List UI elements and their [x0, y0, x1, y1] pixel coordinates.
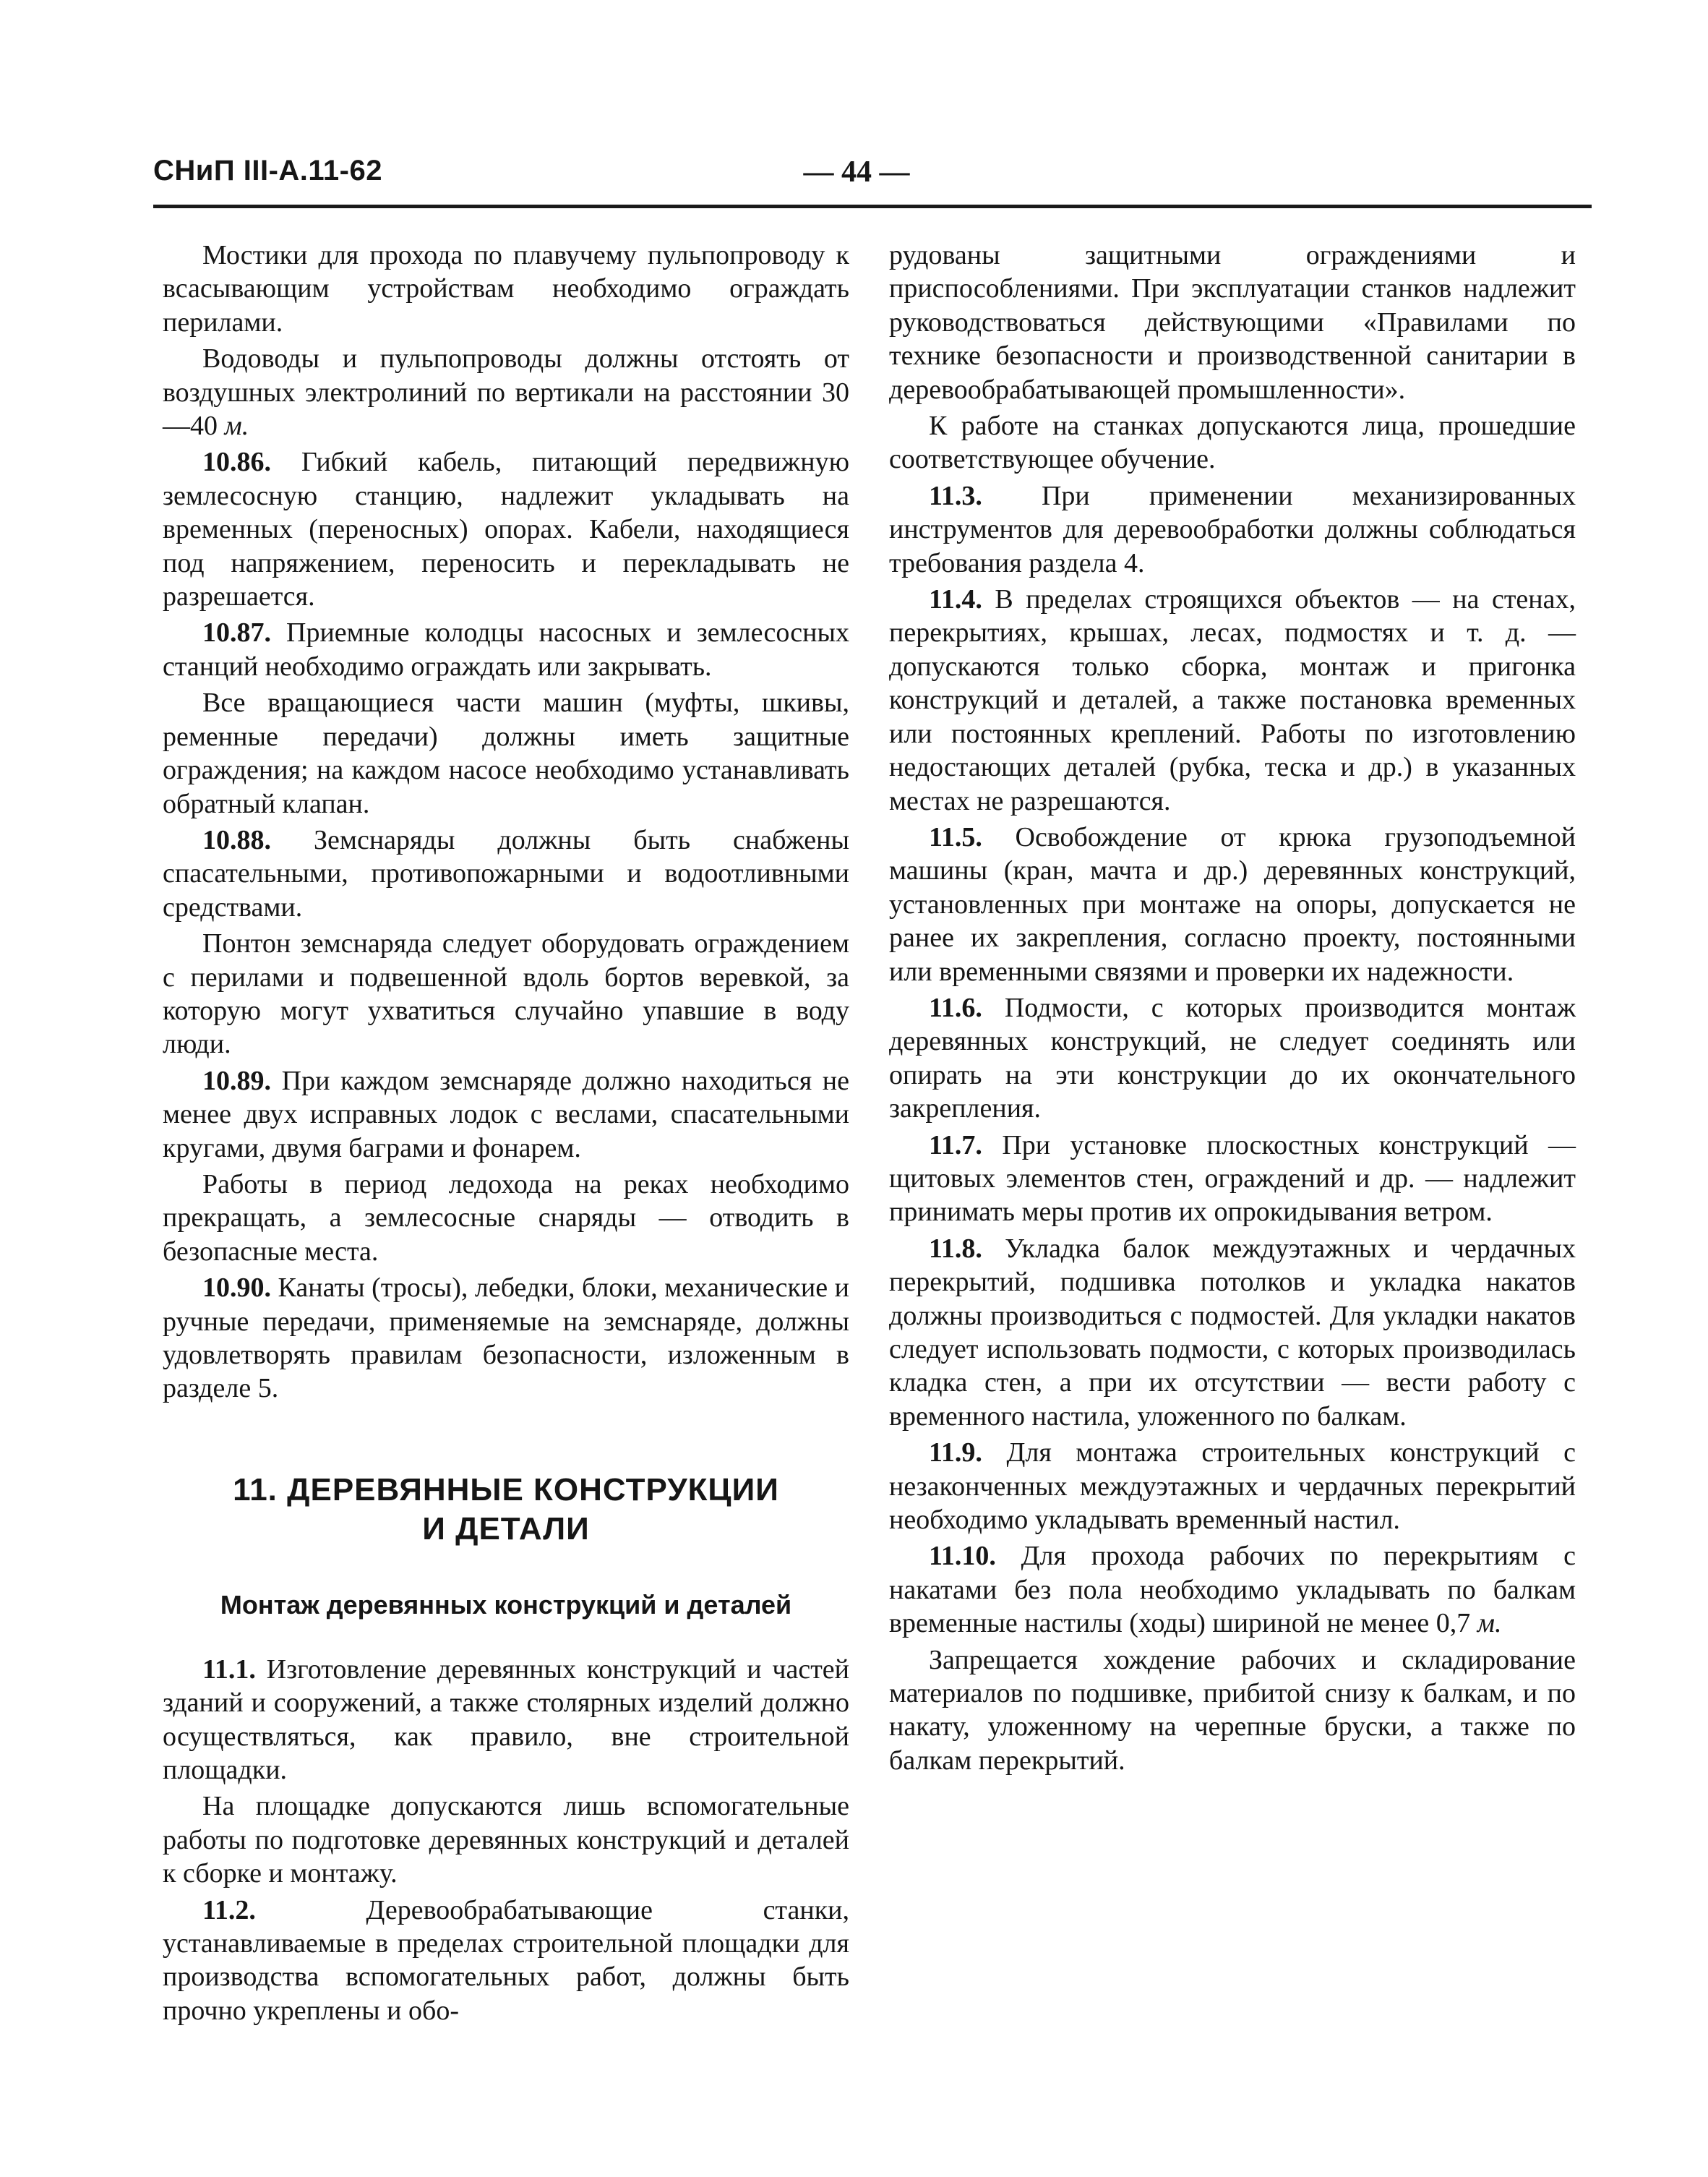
clause-number: 10.88.	[202, 824, 271, 855]
clause-number: 11.1.	[202, 1654, 256, 1685]
paragraph-text: Деревообрабатывающие станки, устанавливаемые в пределах строительной площадки для производства вспомогательных работ, должны быть прочно укреплены и обо-	[163, 1894, 850, 2026]
clause-number: 11.6.	[929, 992, 982, 1023]
paragraph-continuation	[889, 239, 1576, 406]
clause-11-8	[889, 1232, 1576, 1433]
paragraph-text: Для монтажа строительных конструкций с незаконченных междуэтажных и чердачных перекрытий необходимо укладывать временный настил.	[889, 1437, 1576, 1536]
paragraph-text: К работе на станках допускаются лица, прошедшие соответствующее обучение.	[889, 411, 1576, 475]
clause-number: 10.90.	[202, 1273, 271, 1304]
clause-number: 11.9.	[929, 1437, 982, 1468]
paragraph-text: Канаты (тросы), лебедки, блоки, механические и ручные передачи, применяемые на земснаряде, должны удовлетворять правилам безопасности, изложенным в разделе 5.	[163, 1273, 849, 1404]
clause-number: 10.87.	[202, 617, 271, 649]
paragraph-text: Мостики для прохода по плавучему пульпопроводу к всасывающим устройствам необходимо ограждать перилами.	[163, 240, 849, 338]
clause-11-3	[889, 479, 1576, 580]
clause-number: 11.5.	[929, 821, 982, 852]
paragraph-text: При установке плоскостных конструкций — щитовых элементов стен, ограждений и др. — надлежит принимать меры против их опрокидывания ветром.	[889, 1129, 1576, 1228]
paragraph	[889, 1643, 1576, 1778]
right-column	[889, 239, 1576, 1777]
clause-10-89	[163, 1064, 849, 1165]
clause-10-88	[163, 824, 849, 924]
paragraph-text: Освобождение от крюка грузоподъемной машины (кран, мачта и др.) деревянных конструкций, установленных при монтаже на опоры, допускается не ранее их закрепления, согласно проекту, постоянными или временными связями и проверки их надежности.	[889, 821, 1576, 987]
clause-number: 11.2.	[202, 1894, 256, 1925]
clause-11-6	[889, 991, 1576, 1126]
paragraph-text: Земснаряды должны быть снабжены спасательными, противопожарными и водоотливными средствами.	[163, 824, 850, 923]
clause-number: 11.8.	[929, 1233, 982, 1264]
paragraph	[163, 686, 849, 821]
clause-10-86	[163, 445, 849, 613]
clause-11-7	[889, 1129, 1576, 1229]
unit-label: м.	[1477, 1608, 1502, 1639]
clause-11-9	[889, 1436, 1576, 1536]
page-number: — 44 —	[803, 155, 910, 189]
subsection-heading: Монтаж деревянных конструкций и деталей	[220, 1589, 792, 1620]
section-heading	[163, 1471, 849, 1549]
page-header	[0, 0, 1708, 217]
paragraph-text: Понтон земснаряда следует оборудовать ограждением с перилами и подвешенной вдоль бортов веревкой, за которую могут ухватиться случайно упавшие в воду люди.	[163, 928, 849, 1060]
clause-11-10	[889, 1539, 1576, 1640]
left-column	[163, 239, 849, 2027]
clause-11-4	[889, 583, 1576, 818]
paragraph-text: При каждом земснаряде должно находиться не менее двух исправных лодок с веслами, спасательными кругами, двумя баграми и фонарем.	[163, 1065, 849, 1163]
paragraph-text: При применении механизированных инструментов для деревообработки должны соблюдаться требования раздела 4.	[889, 480, 1576, 578]
paragraph-text: Водоводы и пульпопроводы должны отстоять от воздушных электролиний по вертикали на расстоянии 30—40	[163, 343, 849, 442]
paragraph	[889, 409, 1576, 476]
paragraph-text: Изготовление деревянных конструкций и частей зданий и сооружений, а также столярных изделий должно осуществляться, как правило, вне строительной площадки.	[163, 1654, 849, 1786]
paragraph-text: Запрещается хождение рабочих и складирование материалов по подшивке, прибитой снизу к балкам, и по накату, уложенному на черепные бруски, а также по балкам перекрытий.	[889, 1644, 1576, 1776]
paragraph	[163, 1789, 849, 1890]
clause-number: 11.3.	[929, 480, 982, 511]
paragraph-text: Для прохода рабочих по перекрытиям с накатами без пола необходимо укладывать по балкам временные настилы (ходы) шириной не менее 0,7	[889, 1541, 1576, 1639]
paragraph	[163, 1168, 849, 1268]
header-rule	[153, 205, 1592, 208]
clause-number: 10.86.	[202, 447, 271, 478]
paragraph-text: На площадке допускаются лишь вспомогательные работы по подготовке деревянных конструкций и деталей к сборке и монтажу.	[163, 1791, 849, 1889]
section-heading-line: И ДЕТАЛИ	[422, 1510, 590, 1547]
paragraph	[163, 342, 849, 442]
paragraph-text: Все вращающиеся части машин (муфты, шкивы, ременные передачи) должны иметь защитные ограждения; на каждом насосе необходимо устанавливать обратный клапан.	[163, 688, 849, 819]
paragraph-text: рудованы защитными ограждениями и приспособлениями. При эксплуатации станков надлежит руководствоваться действующими «Правилами по технике безопасности и производственной санитарии в деревообрабатывающей промышленности».	[889, 240, 1576, 405]
clause-11-5	[889, 821, 1576, 988]
clause-number: 10.89.	[202, 1065, 271, 1096]
paragraph-text: Подмости, с которых производится монтаж деревянных конструкций, не следует соединять или опирать на эти конструкции до их окончательного закрепления.	[889, 992, 1576, 1124]
paragraph-text: Приемные колодцы насосных и землесосных станций необходимо ограждать или закрывать.	[163, 617, 849, 682]
clause-number: 11.7.	[929, 1129, 982, 1160]
clause-number: 11.4.	[929, 584, 982, 615]
document-code: СНиП III-А.11-62	[153, 155, 382, 187]
clause-11-2	[163, 1894, 849, 2028]
paragraph	[163, 239, 849, 339]
paragraph	[163, 927, 849, 1061]
clause-10-87	[163, 616, 849, 683]
clause-10-90	[163, 1271, 849, 1406]
section-heading-line: 11. ДЕРЕВЯННЫЕ КОНСТРУКЦИИ	[233, 1471, 779, 1507]
paragraph-text: Укладка балок междуэтажных и чердачных перекрытий, подшивка потолков и укладка накатов должны производиться с подмостей. Для укладки накатов следует использовать подмости, с которых производилась кладка стен, а при их отсутствии — вести работу с временного настила, уложенного по балкам.	[889, 1233, 1576, 1432]
paragraph-text: В пределах строящихся объектов — на стенах, перекрытиях, крышах, лесах, подмостях и т. д. — допускаются только сборка, монтаж и пригонка конструкций и деталей, а также постановка временных или постоянных креплений. Работы по изготовлению недостающих деталей (рубка, теска и др.) в указанных местах не разрешаются.	[889, 584, 1576, 816]
clause-11-1	[163, 1653, 849, 1787]
clause-number: 11.10.	[929, 1541, 996, 1572]
unit-label: м.	[224, 411, 249, 442]
paragraph-text: Гибкий кабель, питающий передвижную землесосную станцию, надлежит укладывать на временных (переносных) опорах. Кабели, находящиеся под напряжением, переносить и перекладывать не разрешается.	[163, 447, 849, 612]
paragraph-text: Работы в период ледохода на реках необходимо прекращать, а землесосные снаряды — отводить в безопасные места.	[163, 1168, 849, 1267]
